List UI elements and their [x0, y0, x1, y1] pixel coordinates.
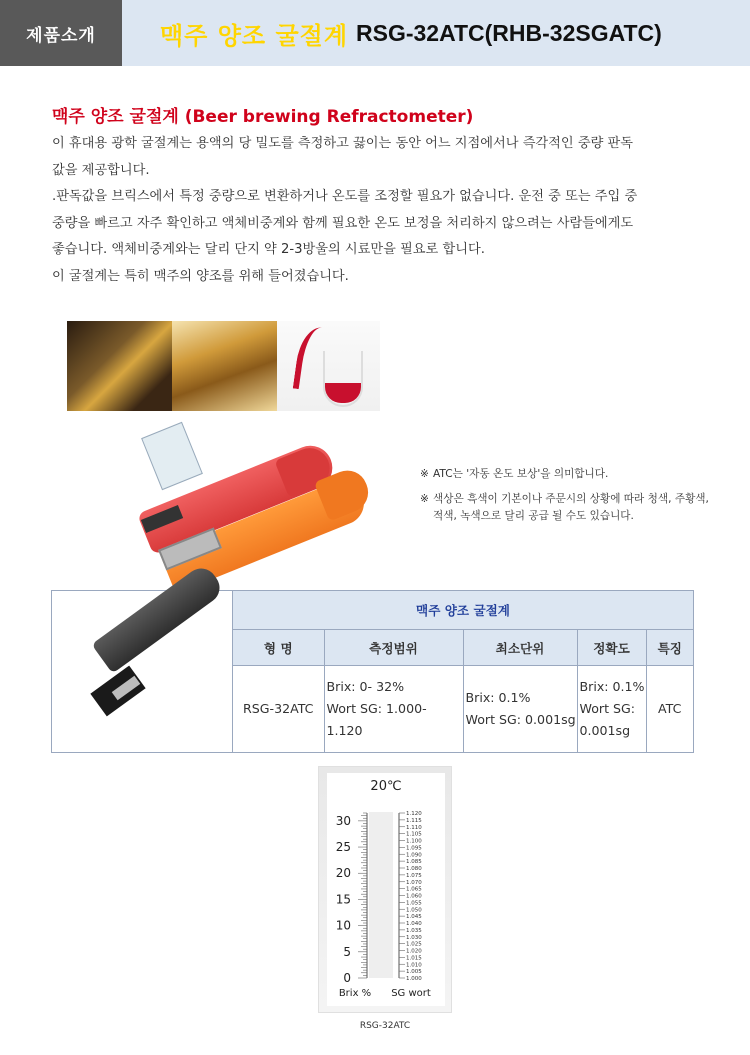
brix-label: 0 — [343, 971, 351, 985]
sg-label: 1.105 — [406, 831, 422, 838]
description-line: 좋습니다. 액체비중계와는 달리 단지 약 2-3방울의 시료만을 필요로 합니다. — [52, 242, 485, 257]
section-title: 맥주 양조 굴절계 (Beer brewing Refractometer) — [52, 107, 474, 127]
brix-label: 5 — [343, 944, 351, 959]
page-title — [160, 0, 662, 66]
description-line: .판독값을 브릭스에서 특정 중량으로 변환하거나 온도를 조정할 필요가 없습니다. 운전 중 또는 주입 중 — [52, 189, 638, 204]
page-title-model: RSG-32ATC(RHB-32SGATC) — [356, 19, 662, 46]
range-wort: Wort SG: 1.000- 1.120 — [326, 700, 427, 738]
beer-pour-photo — [67, 321, 172, 411]
sg-label: 1.060 — [406, 893, 422, 900]
unit-wort: Wort SG: 0.001sg — [465, 711, 576, 727]
notes — [420, 466, 710, 533]
sg-label: 1.010 — [406, 962, 422, 969]
sg-label: 1.030 — [406, 934, 422, 941]
page-header — [0, 0, 750, 66]
gray-refractometer — [91, 562, 225, 673]
scale-image — [318, 766, 452, 1013]
scale-temperature: 20℃ — [370, 779, 402, 794]
brix-label: 25 — [335, 840, 351, 855]
sg-label: 1.065 — [406, 886, 422, 893]
sg-label: 1.085 — [406, 859, 422, 866]
note-mark: ※ — [420, 493, 429, 505]
section-tag: 제품소개 — [0, 0, 122, 66]
header-unit: 최소단위 — [463, 629, 577, 665]
brix-label: 30 — [335, 813, 351, 828]
header-range: 측정범위 — [324, 629, 463, 665]
sg-label: 1.080 — [406, 866, 422, 872]
unit-brix: Brix: 0.1% — [465, 689, 531, 705]
description — [52, 131, 702, 290]
spec-title: 맥주 양조 굴절계 — [233, 591, 693, 629]
sg-label: 1.120 — [406, 811, 422, 817]
cell-unit — [463, 665, 577, 752]
sg-label: 1.070 — [406, 879, 422, 886]
sg-label: 1.035 — [406, 927, 422, 934]
scale-svg — [327, 773, 445, 1006]
brix-label: 20 — [335, 866, 351, 881]
acc-wort-value: 0.001sg — [579, 722, 631, 738]
header-feature: 특징 — [646, 629, 693, 665]
scale-field — [327, 773, 445, 1006]
sg-label: 1.025 — [406, 941, 422, 948]
page-title-korean: 맥주 양조 굴절계 — [160, 21, 348, 50]
header-accuracy: 정확도 — [577, 629, 646, 665]
description-line: 이 굴절계는 특히 맥주의 양조를 위해 들어졌습니다. — [52, 268, 349, 284]
sg-label: 1.020 — [406, 948, 422, 955]
cell-feature: ATC — [646, 665, 693, 752]
sg-label: 1.040 — [406, 921, 422, 927]
cell-range — [324, 665, 463, 752]
daylight-plate — [141, 422, 203, 490]
product-thumbnail — [52, 591, 233, 752]
note-item — [420, 491, 710, 525]
description-line: 중량을 빠르고 자주 확인하고 액체비중계와 함께 필요한 온도 보정을 처리하지 않으려는 사람들에게도 — [52, 215, 634, 231]
sg-label: 1.055 — [406, 900, 422, 907]
beer-glass-photo — [172, 321, 277, 411]
note-text: 색상은 흑색이 기본이나 주문시의 상황에 따라 청색, 주황색, 적색, 녹색으로 달리 공급 될 수도 있습니다. — [433, 493, 709, 522]
brix-label: 15 — [335, 892, 351, 907]
header-model: 형 명 — [233, 629, 324, 665]
description-line: 이 휴대용 광학 굴절계는 용액의 당 밀도를 측정하고 끓이는 동안 어느 지점에서나 즉각적인 중량 판독 — [52, 136, 633, 151]
brix-unit: Brix % — [338, 988, 372, 999]
refractometer-photo — [120, 420, 400, 575]
wine-pour-photo — [277, 321, 380, 411]
sg-label: 1.095 — [406, 845, 422, 852]
description-line: 값을 제공합니다. — [52, 162, 150, 178]
sg-label: 1.050 — [406, 907, 422, 914]
spec-table — [51, 590, 694, 753]
acc-wort: Wort SG: — [579, 700, 636, 716]
sg-label: 1.075 — [406, 872, 422, 879]
sg-label: 1.015 — [406, 955, 422, 962]
note-mark: ※ — [420, 468, 429, 480]
range-brix: Brix: 0- 32% — [326, 678, 405, 694]
sg-label: 1.000 — [406, 976, 422, 982]
note-text: ATC는 '자동 온도 보상'을 의미합니다. — [433, 468, 609, 480]
sg-label: 1.100 — [406, 838, 422, 845]
sg-label: 1.115 — [406, 817, 422, 824]
brix-label: 10 — [335, 918, 351, 933]
sg-label: 1.110 — [406, 824, 422, 831]
spec-grid — [233, 591, 693, 752]
scale-caption: RSG-32ATC — [359, 1021, 411, 1031]
note-item — [420, 466, 710, 483]
sg-unit: SG wort — [391, 988, 431, 999]
cell-model: RSG-32ATC — [233, 665, 324, 752]
banner-photos — [67, 321, 380, 411]
sg-label: 1.090 — [406, 852, 422, 859]
acc-brix: Brix: 0.1% — [579, 678, 645, 694]
cell-accuracy — [577, 665, 646, 752]
sg-label: 1.005 — [406, 969, 422, 976]
sg-label: 1.045 — [406, 914, 422, 921]
